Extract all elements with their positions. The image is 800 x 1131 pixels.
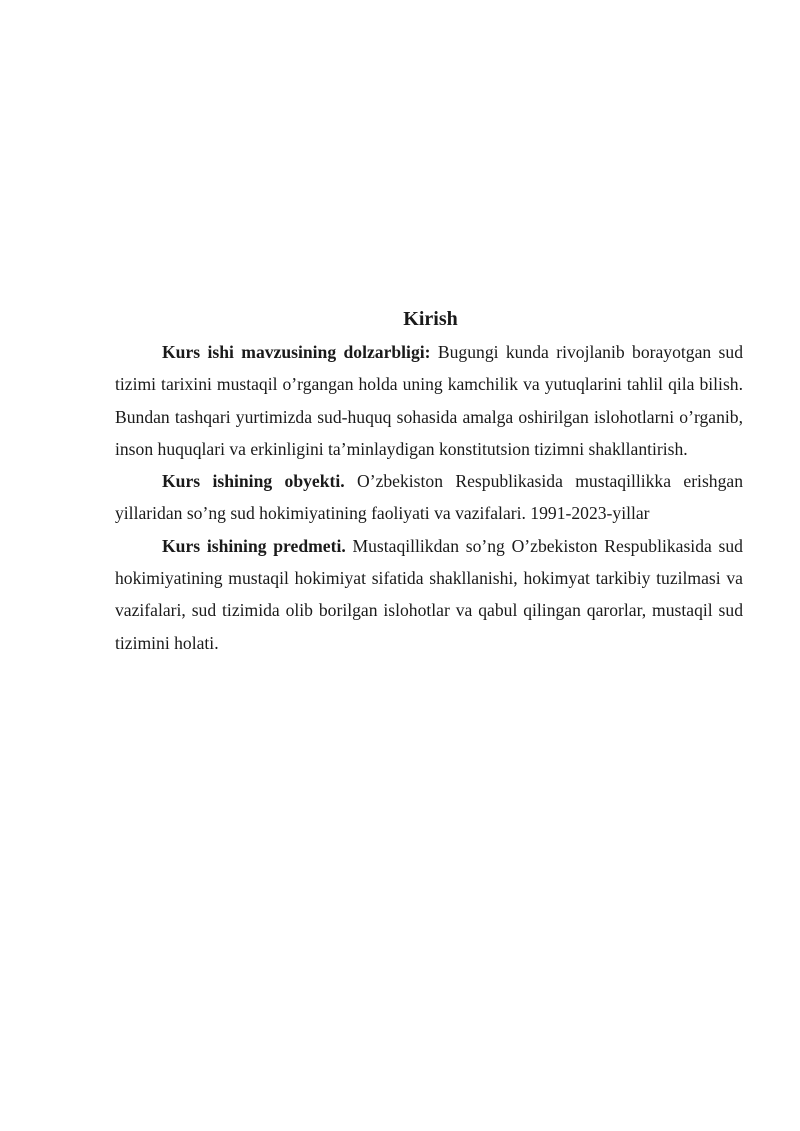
paragraph-object — [115, 465, 743, 530]
paragraph-text: Mustaqillikdan so’ng O’zbekiston Respublikasida sud hokimiyatining mustaqil hokimiyat sifatida shakllanishi, hokimyat tarkibiy tuzilmasi va vazifalari, sud tizimida olib borilgan islohotlar va qabul qilingan qarorlar, mustaqil sud tizimini holati. — [115, 535, 743, 653]
page-content — [115, 304, 743, 659]
paragraph-text: O’zbekiston Respublikasida mustaqillikka erishgan yillaridan so’ng sud hokimiyatining faoliyati va vazifalari. 1991-2023-yillar — [115, 471, 743, 524]
paragraph-lead: Kurs ishining obyekti. — [162, 471, 345, 492]
paragraph-relevance — [115, 336, 743, 465]
paragraph-subject — [115, 530, 743, 659]
paragraph-lead: Kurs ishining predmeti. — [162, 535, 346, 556]
paragraph-lead: Kurs ishi mavzusining dolzarbligi: — [162, 342, 431, 362]
paragraph-text: Bugungi kunda rivojlanib borayotgan sud tizimi tarixini mustaqil o’rgangan holda uning kamchilik va yutuqlarini tahlil qila bilish. Bundan tashqari yurtimizda sud-huquq sohasida amalga oshirilgan islohotlarni o’rganib, inson huquqlari va erkinligini ta’minlaydigan konstitutsion tizimni shakllantirish. — [115, 342, 743, 459]
page-title: Kirish — [403, 308, 458, 330]
